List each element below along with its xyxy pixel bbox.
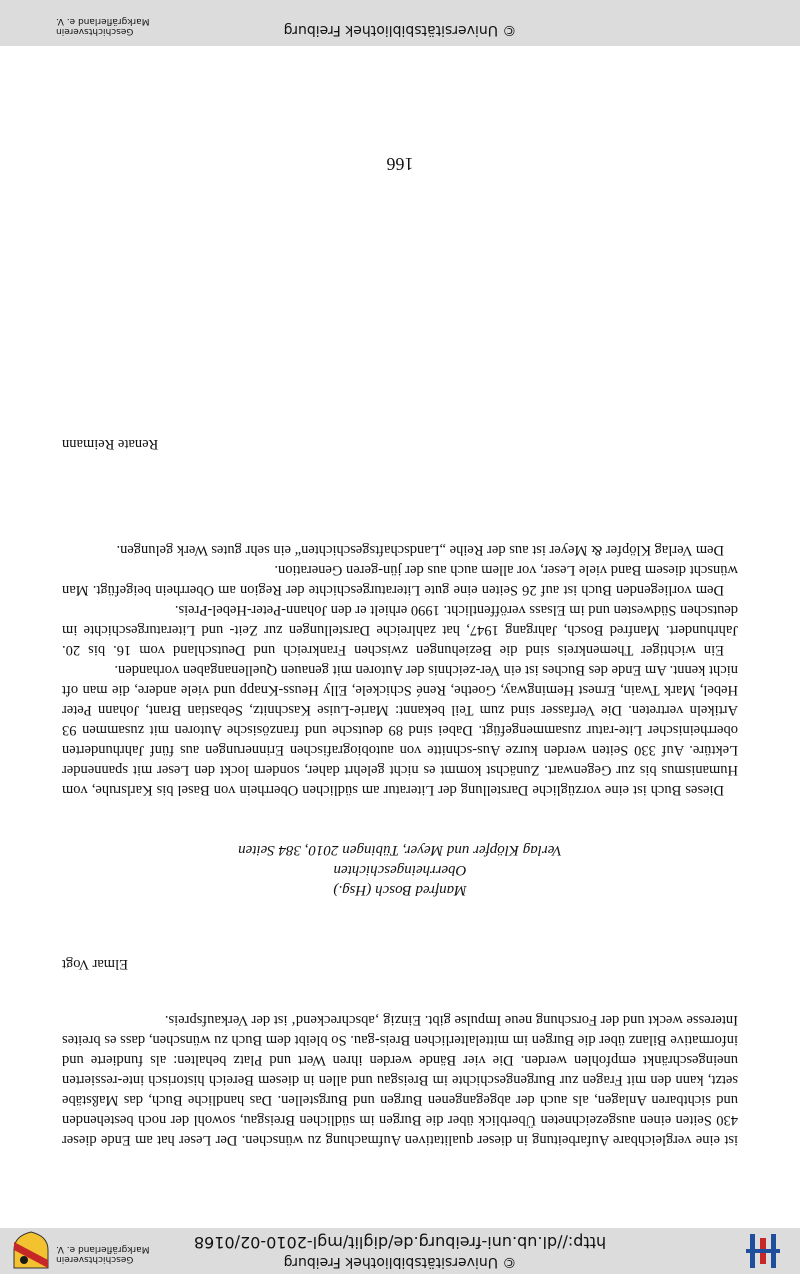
review-paragraph: Dem vorliegenden Buch ist auf 26 Seiten eine gute Literaturgeschichte der Region am Oberrhein beigefügt. Man wünscht diesem Band viele Leser, vor allem auch aus der jün-geren Generation.	[62, 562, 738, 598]
review-paragraph: Dem Verlag Klöpfer & Meyer ist aus der Reihe „Landschaftsgeschichten“ ein sehr gutes Werk gelungen.	[116, 542, 724, 558]
review-paragraph: Dieses Buch ist eine vorzügliche Darstellung der Literatur am südlichen Oberrhein von Basel bis Karlsruhe, vom Humanismus bis zur Gegenwart. Zunächst kommt es nicht gelehrt daher, sondern lockt den Leser mit spannender Lektüre. Auf 330 Seiten werden kurze Aus-schnitte von autobiografischen Erinnerungen aus fünf Jahrhunderten oberrheinischer Lite-ratur zusammengefügt. Dabei sind 89 deutsche und französische Autoren mit zusammen 93 Artikeln vertreten. Die Verfasser sind zum Teil bekannt: Marie-Luise Kaschnitz, Sebastian Brant, Johann Peter Hebel, Mark Twain, Ernest Hemingway, Goethe, René Schickele, Elly Heuss-Knapp und viele andere, die man oft nicht kennt. Am Ende des Buches ist ein Ver-zeichnis der Autoren mit genauen Quellenangaben vorhanden.	[62, 662, 738, 798]
copyright-text: © Universitätsbibliothek Freiburg	[283, 1254, 517, 1270]
review-signature-vogt: Elmar Vogt	[62, 956, 128, 972]
geschichtsverein-crest-icon	[10, 1230, 52, 1272]
document-url-link[interactable]: http://dl.ub.uni-freiburg.de/diglit/mgl-2010-02/0168	[193, 1233, 607, 1252]
book-title: Oberrheingeschichten	[333, 862, 467, 878]
page-number: 166	[386, 154, 414, 174]
top-banner	[0, 1228, 800, 1274]
book-review-body	[62, 540, 738, 800]
bottom-banner	[0, 0, 800, 46]
book-heading	[62, 840, 738, 900]
review-paragraph: Ein wichtiger Themenkreis sind die Beziehungen zwischen Frankreich und Deutschland vom 16. bis 20. Jahrhundert. Manfred Bosch, Jahrgang 1947, hat zahlreiche Darstellungen zur Zeit- und Literaturgeschichte im deutschen Südwesten und im Elsass veröffentlicht. 1990 erhielt er den Johann-Peter-Hebel-Preis.	[62, 602, 738, 658]
review-continuation	[62, 1010, 738, 1150]
review-signature-reimann: Renate Reimann	[62, 436, 159, 452]
book-author: Manfred Bosch (Hsg.)	[333, 882, 467, 898]
book-publisher: Verlag Klöpfer und Meyer, Tübingen 2010, 384 Seiten	[238, 842, 562, 858]
review-paragraph: ist eine vergleichbare Aufarbeitung in dieser qualitativen Aufmachung zu wünschen. Der Leser hat am Ende dieser 430 Seiten einen ausgezeichneten Überblick über die Burgen im südlichen Breisgau, sowohl der noch bestehenden und sichtbaren Anlagen, als auch der abgegangenen Burgen und Burgstellen. Das handliche Buch, das Maßstäbe setzt, kann den mit Fragen zur Burgengeschichte im Breisgau und allen in diesem Bereich historisch inte-ressierten uneingeschränkt empfohlen werden. Die vier Bände werden ihren Wert und Platz behalten: als fundierte und informative Bilanz über die Burgen im mittelalterlichen Breis-gau. So bleibt dem Buch zu wünschen, dass es breites Interesse weckt und der Forschung neue Impulse gibt. Einzig ‚abschreckend‘ ist der Verkaufspreis.	[62, 1012, 738, 1148]
society-name: Geschichtsverein Markgräflerland e. V.	[56, 1244, 150, 1264]
copyright-text-repeat: © Universitätsbibliothek Freiburg	[283, 22, 517, 38]
society-name-repeat: Geschichtsverein Markgräflerland e. V.	[56, 16, 150, 36]
